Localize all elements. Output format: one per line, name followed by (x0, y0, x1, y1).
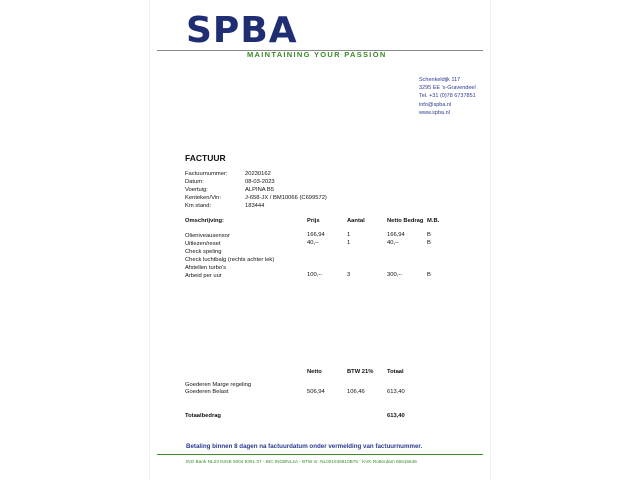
summary-label-taxed: Goederen Belast (185, 389, 229, 395)
row-net-amount: 300,-- (387, 272, 403, 278)
row-quantity: 3 (347, 272, 351, 278)
payment-terms: Betaling binnen 8 dagen na factuurdatum onder vermelding van factuurnummer. (186, 443, 423, 450)
table-row-description: Check luchtbalg (rechts achter lek) (185, 257, 275, 264)
column-header-net-amount: Netto Bedrag (387, 218, 424, 224)
table-row-description: Olieniveausensor (185, 233, 230, 239)
meta-value: 08-03-2023 (245, 179, 275, 186)
row-quantity: 1 (347, 240, 351, 246)
meta-label: Kenteken/Vin: (185, 195, 221, 202)
line-items (185, 232, 274, 281)
summary-total-value: 613,40 (387, 389, 405, 395)
meta-value: 183444 (245, 203, 265, 210)
company-tagline: MAINTAINING YOUR PASSION (247, 50, 387, 59)
row-vat-code: B (427, 240, 431, 246)
summary-header-net: Netto (307, 369, 322, 375)
meta-label: Voertuig: (185, 187, 208, 194)
document-title: FACTUUR (185, 153, 226, 163)
address-city: 3295 EE 's-Gravendeel (419, 85, 476, 92)
invoice-meta-values (245, 170, 327, 210)
meta-value: ALPINA B5 (245, 187, 275, 194)
address-email: info@spba.nl (419, 101, 452, 108)
footer-divider (157, 454, 483, 455)
row-vat-code: B (427, 272, 431, 278)
summary-vat-value: 106,46 (347, 389, 365, 395)
invoice-meta-labels (185, 170, 228, 210)
meta-label: Factuurnummer: (185, 171, 228, 177)
meta-value: J-658-JX / BM10066 (C699572) (245, 195, 327, 202)
row-net-amount: 166,94 (387, 232, 405, 238)
column-header-quantity: Aantal (347, 218, 365, 224)
address-street: Schenkeldijk 117 (419, 77, 461, 83)
row-price: 40,-- (307, 240, 319, 246)
company-logo: SPBA (186, 10, 298, 51)
grand-total-label: Totaalbedrag (185, 413, 221, 419)
row-vat-code: B (427, 232, 431, 238)
meta-label: Km stand: (185, 203, 212, 210)
column-header-description: Omschrijving: (185, 218, 224, 224)
row-price: 100,-- (307, 272, 323, 278)
table-row-description: Arbeid per uur (185, 273, 222, 280)
summary-header-vat: BTW 21% (347, 369, 374, 375)
summary-header-total: Totaal (387, 369, 404, 375)
company-address (419, 76, 476, 117)
column-header-vat-code: M.B. (427, 218, 440, 224)
table-row-description: Uitlezen/reset (185, 241, 221, 248)
meta-label: Datum: (185, 179, 204, 186)
meta-value: 20230162 (245, 171, 271, 177)
grand-total-value: 613,40 (387, 413, 405, 419)
row-quantity: 1 (347, 232, 351, 238)
row-net-amount: 40,-- (387, 240, 399, 246)
summary-net-value: 506,94 (307, 389, 325, 395)
summary-label-margin: Goederen Marge regeling (185, 382, 252, 388)
address-website: www.spba.nl (419, 109, 450, 116)
table-row-description: Check speling (185, 249, 222, 256)
column-header-price: Prijs (307, 218, 320, 224)
row-price: 166,94 (307, 232, 325, 238)
bank-details-footer: ING Bank NL23 INGB 0004 9391 37 - BIC INGBNL2A - BTW nr. NL001636810B76 - KVK Rotterdam 66616646 (186, 459, 417, 464)
table-row-description: Afstellen turbo's (185, 265, 227, 272)
address-phone: Tel. +31 (0)78 6737851 (419, 93, 476, 100)
